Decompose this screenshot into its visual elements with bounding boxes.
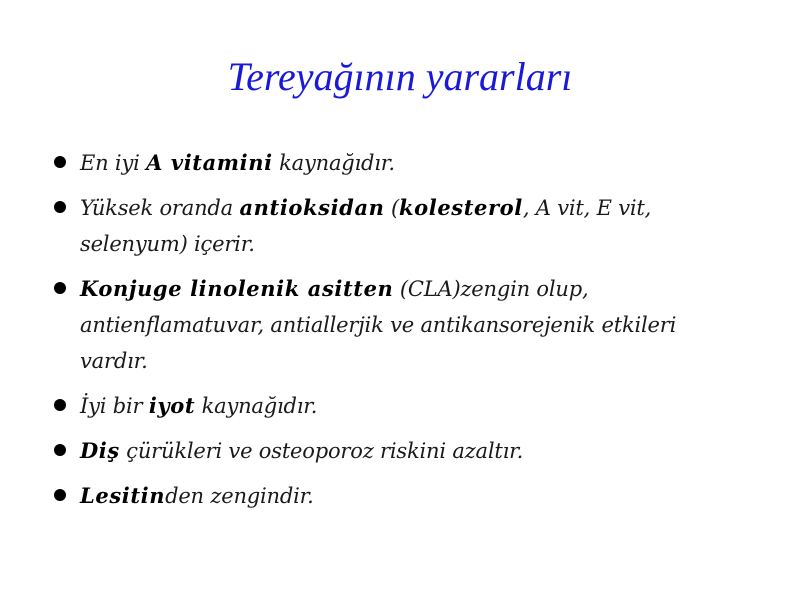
bullet-text: İyi bir bbox=[80, 394, 149, 418]
bullet-dot-icon bbox=[54, 201, 66, 213]
bullet-dot-icon bbox=[54, 444, 66, 456]
bullet-text: En iyi bbox=[80, 151, 147, 175]
bullet-emphasis-text: kolesterol bbox=[399, 195, 523, 220]
bullet-text: den zengindir. bbox=[165, 484, 314, 508]
slide-title: Tereyağının yararları bbox=[227, 54, 573, 99]
bullet-text: ( bbox=[384, 196, 400, 220]
bullet-emphasis-text: Konjuge linolenik asitten bbox=[80, 276, 394, 301]
bullet-item bbox=[44, 388, 724, 424]
bullet-item bbox=[44, 271, 724, 379]
bullet-dot-icon bbox=[54, 282, 66, 294]
bullet-emphasis-text: Lesitin bbox=[80, 483, 166, 508]
bullet-text: (CLA)zengin olup, antienflamatuvar, antiallerjik ve antikansorejenik etkileri vardır. bbox=[80, 277, 677, 373]
bullet-emphasis-text: antioksidan bbox=[239, 195, 385, 220]
bullet-emphasis-text: Diş bbox=[80, 438, 120, 463]
bullet-list bbox=[44, 145, 724, 523]
bullet-text: kaynağıdır. bbox=[272, 151, 395, 175]
bullet-item bbox=[44, 190, 724, 262]
bullet-dot-icon bbox=[54, 156, 66, 168]
bullet-text: Yüksek oranda bbox=[80, 196, 240, 220]
bullet-text: kaynağıdır. bbox=[195, 394, 318, 418]
bullet-text: çürükleri ve osteoporoz riskini azaltır. bbox=[119, 439, 524, 463]
bullet-item bbox=[44, 145, 724, 181]
bullet-dot-icon bbox=[54, 489, 66, 501]
bullet-emphasis-text: iyot bbox=[148, 393, 196, 418]
bullet-text: , A vit, E vit, selenyum) içerir. bbox=[80, 196, 652, 256]
bullet-item bbox=[44, 433, 724, 469]
bullet-emphasis-text: A vitamini bbox=[146, 150, 273, 175]
bullet-dot-icon bbox=[54, 399, 66, 411]
bullet-item bbox=[44, 478, 724, 514]
